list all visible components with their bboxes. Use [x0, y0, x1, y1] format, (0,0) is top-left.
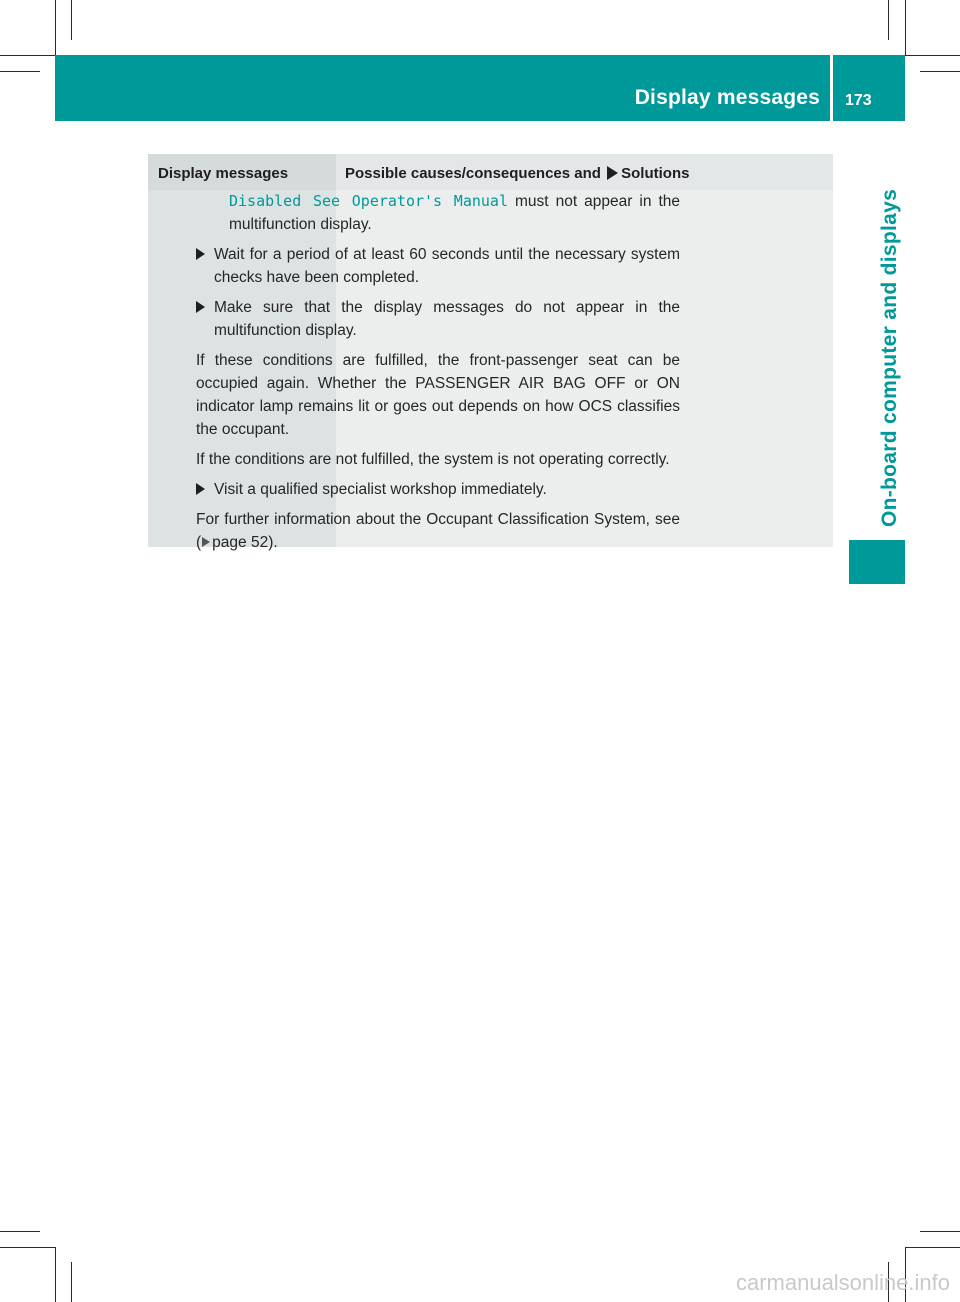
crop-mark — [920, 71, 960, 72]
triangle-right-icon — [196, 483, 205, 495]
instruction-item — [196, 296, 680, 342]
header-divider — [830, 55, 833, 121]
page-reference-icon — [202, 537, 210, 547]
column-header-causes-text: Possible causes/consequences and — [345, 165, 601, 182]
triangle-right-icon — [196, 301, 205, 313]
crop-mark — [0, 71, 40, 72]
crop-mark — [0, 1247, 55, 1248]
solutions-content — [196, 190, 680, 561]
page-reference-paragraph — [196, 508, 680, 554]
instruction-text: Wait for a period of at least 60 seconds until the necessary system checks have been completed. — [214, 246, 680, 286]
intro-rest: must not appear in the multifunction display. — [229, 193, 680, 233]
table-header-cell-causes — [336, 154, 833, 190]
page-title: Display messages — [634, 86, 820, 109]
crop-mark — [55, 0, 56, 55]
column-header-causes — [345, 165, 689, 182]
page-reference-link[interactable]: page 52). — [212, 534, 278, 551]
section-tab-marker — [849, 540, 905, 584]
crop-mark — [71, 0, 72, 40]
crop-mark — [0, 1231, 40, 1232]
crop-mark — [0, 55, 55, 56]
page-number: 173 — [845, 92, 872, 109]
triangle-right-icon — [607, 166, 618, 180]
triangle-right-icon — [196, 248, 205, 260]
instruction-item — [196, 478, 680, 501]
column-header-solutions-text: Solutions — [621, 165, 690, 182]
crop-mark — [905, 55, 960, 56]
crop-mark — [888, 0, 889, 40]
display-message-text: Disabled See Operator's Manual — [229, 192, 508, 210]
watermark: carmanualsonline.info — [735, 1270, 950, 1295]
reference-text: For further information about the Occupant Classification System, see ( — [196, 511, 680, 551]
crop-mark — [920, 1231, 960, 1232]
column-header-messages: Display messages — [158, 165, 289, 182]
crop-mark — [905, 1247, 960, 1248]
crop-mark — [55, 1247, 56, 1302]
body-paragraph: If these conditions are fulfilled, the front-passenger seat can be occupied again. Whether the PASSENGER AIR BAG OFF or ON indicator lamp remains lit or goes out depends on how OCS classifies the occupant. — [196, 352, 680, 438]
instruction-item — [196, 243, 680, 289]
crop-mark — [71, 1262, 72, 1302]
table-header-cell-messages — [148, 154, 336, 190]
instruction-text: Make sure that the display messages do not appear in the multifunction display. — [214, 299, 680, 339]
crop-mark — [905, 0, 906, 55]
section-tab-label: On-board computer and displays — [878, 188, 901, 527]
instruction-text: Visit a qualified specialist workshop immediately. — [214, 481, 547, 498]
intro-paragraph — [196, 190, 680, 236]
body-paragraph: If the conditions are not fulfilled, the system is not operating correctly. — [196, 451, 670, 468]
